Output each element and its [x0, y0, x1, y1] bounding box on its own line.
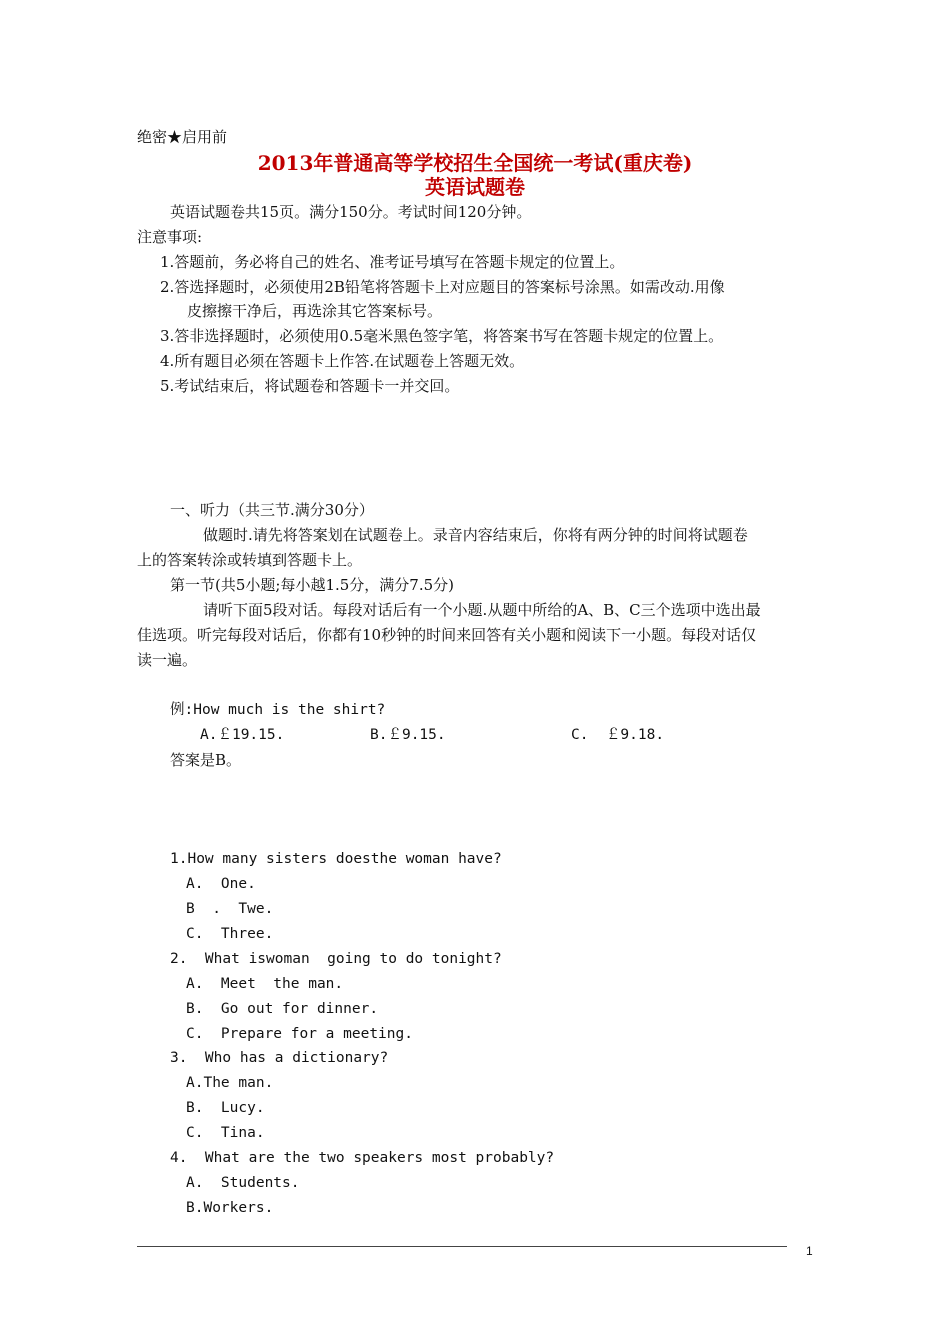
part-instructions: 请听下面5段对话。每段对话后有一个小题.从题中所给的A、B、C三个选项中选出最: [203, 601, 761, 619]
question-option: B. Lucy.: [186, 1100, 265, 1116]
note-item: 5.考试结束后，将试题卷和答题卡一并交回。: [160, 377, 460, 395]
exam-intro: 英语试题卷共15页。满分150分。考试时间120分钟。: [170, 203, 532, 221]
example-option-a: A.￡19.15.: [200, 727, 285, 743]
exam-subtitle: 英语试题卷: [425, 175, 525, 199]
section-heading: 一、听力（共三节.满分30分）: [170, 501, 374, 519]
exam-title: 2013年普通高等学校招生全国统一考试(重庆卷): [257, 151, 693, 175]
question-option: C. Prepare for a meeting.: [186, 1026, 413, 1042]
question-option: C. Tina.: [186, 1125, 265, 1141]
note-item: 4.所有题目必须在答题卡上作答.在试题卷上答题无效。: [160, 352, 525, 370]
footer-rule: [137, 1246, 787, 1247]
question-1: 1.How many sisters doesthe woman have?: [170, 851, 502, 867]
part-instructions: 读一遍。: [137, 651, 198, 669]
note-item: 1.答题前，务必将自己的姓名、准考证号填写在答题卡规定的位置上。: [160, 253, 625, 271]
question-option: A. Students.: [186, 1175, 300, 1191]
question-option: B. Go out for dinner.: [186, 1001, 379, 1017]
question-option: B . Twe.: [186, 901, 274, 917]
example-answer: 答案是B。: [170, 751, 242, 769]
example-option-c: C. ￡9.18.: [571, 727, 665, 743]
part-instructions: 佳选项。听完每段对话后，你都有10秒钟的时间来回答有关小题和阅读下一小题。每段对话仅: [137, 626, 757, 644]
section-instructions: 做题时.请先将答案划在试题卷上。录音内容结束后，你将有两分钟的时间将试题卷: [203, 526, 748, 544]
part-heading: 第一节(共5小题;每小越1.5分，满分7.5分): [170, 576, 455, 594]
notes-heading: 注意事项:: [137, 228, 203, 246]
note-item: 2.答选择题时，必须使用2B铅笔将答题卡上对应题目的答案标号涂黑。如需改动.用像: [160, 278, 725, 296]
secret-mark: 绝密★启用前: [137, 128, 228, 146]
question-option: A.The man.: [186, 1075, 274, 1091]
question-option: B.Workers.: [186, 1200, 274, 1216]
question-3: 3. Who has a dictionary?: [170, 1050, 389, 1066]
section-instructions: 上的答案转涂或转填到答题卡上。: [137, 551, 363, 569]
example-question: 例:How much is the shirt?: [170, 702, 386, 718]
example-option-b: B.￡9.15.: [370, 727, 446, 743]
note-item-continuation: 皮擦擦干净后，再选涂其它答案标号。: [187, 302, 443, 320]
question-option: A. One.: [186, 876, 256, 892]
page-number: 1: [806, 1244, 813, 1258]
question-option: A. Meet the man.: [186, 976, 344, 992]
question-4: 4. What are the two speakers most probably?: [170, 1150, 555, 1166]
note-item: 3.答非选择题时，必须使用0.5毫米黑色签字笔，将答案书写在答题卡规定的位置上。: [160, 327, 724, 345]
question-2: 2. What iswoman going to do tonight?: [170, 951, 502, 967]
question-option: C. Three.: [186, 926, 274, 942]
